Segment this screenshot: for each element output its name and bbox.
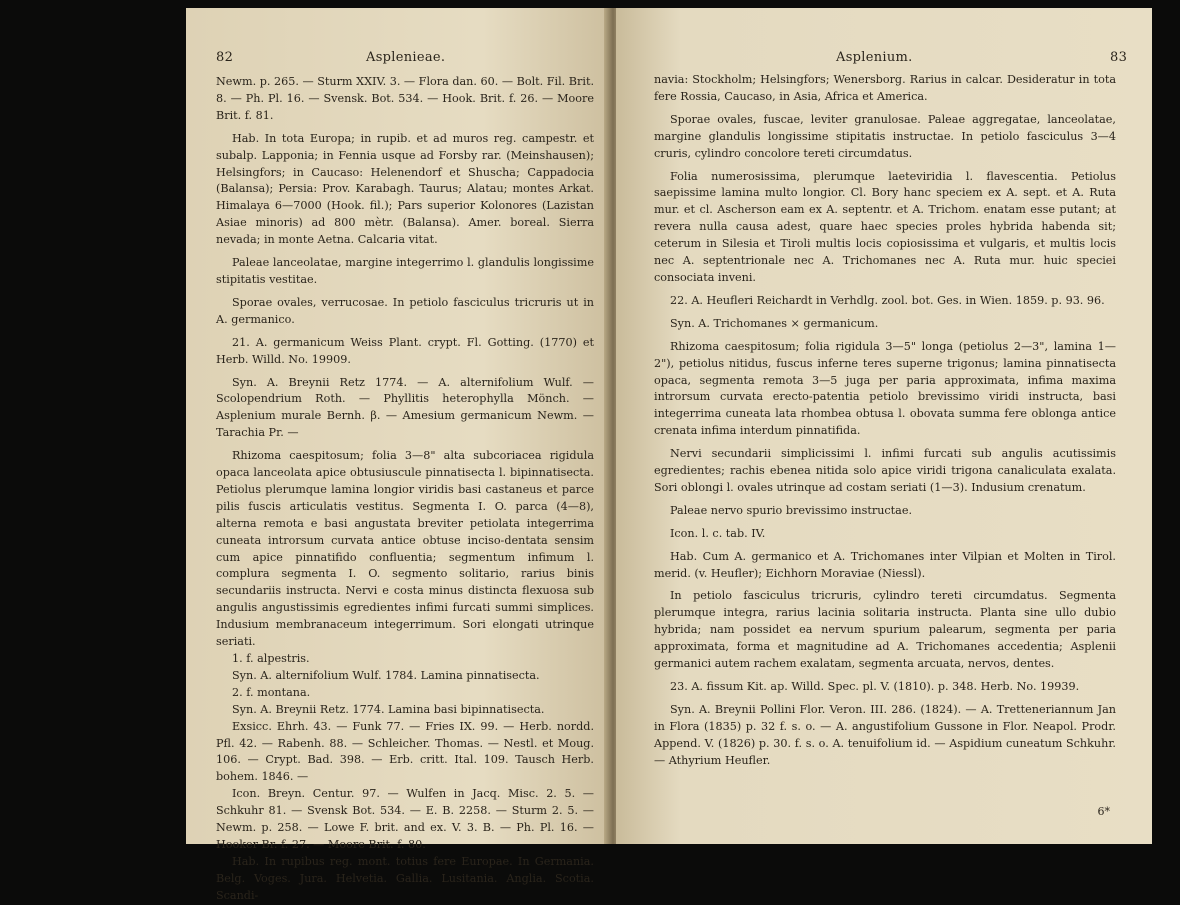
- paragraph: 22. A. Heufleri Reichardt in Verhdlg. zool. bot. Ges. in Wien. 1859. p. 93. 96.: [670, 293, 1105, 307]
- paragraph: Syn. A. Breynii Retz 1774. — A. alternifolium Wulf. — Scolopendrium Roth. — Phyllitis heterophylla Mönch. — Asplenium murale Bernh. β. — Amesium germanicum Newm. — Tarachia Pr. —: [216, 375, 594, 440]
- paragraph: navia: Stockholm; Helsingfors; Wenersborg. Rarius in calcar. Desideratur in tota fere Rossia, Caucaso, in Asia, Africa et America.: [654, 73, 1116, 103]
- paragraph: Sporae ovales, fuscae, leviter granulosae. Paleae aggregatae, lanceolatae, margine glandulis longissime stipitatis instructae. In petiolo fasciculus 3—4 cruris, cylindro concolore tereti circumdatus.: [654, 112, 1116, 160]
- paragraph: Icon. l. c. tab. IV.: [670, 526, 766, 540]
- paragraph: 21. A. germanicum Weiss Plant. crypt. Fl. Gotting. (1770) et Herb. Willd. No. 19909.: [216, 335, 594, 366]
- paragraph: Hab. In tota Europa; in rupib. et ad muros reg. campestr. et subalp. Lapponia; in Fennia usque ad Forsby rar. (Meinshausen); Helsingfors; in Caucaso: Helenendorf et Shuscha; Cappadocia (Balansa); Persia: Prov. Karabagh. Taurus; Alatau; montes Arkat. Himalaya 6—7000 (Hook. fil.); Pars superior Kolonores (Lazistan Asiae minoris) ad 800 mètr. (Balansa). Amer. boreal. Sierra nevada; in monte Aetna. Calcaria vitat.: [216, 131, 594, 247]
- right-running-head: Asplenium.: [836, 50, 913, 65]
- left-running-head: Asplenieae.: [366, 50, 446, 65]
- paragraph: Paleae lanceolatae, margine integerrimo l. glandulis longissime stipitatis vestitae.: [216, 256, 594, 286]
- paragraph: Hab. In rupibus reg. mont. totius fere Europae. In Germania. Belg. Voges. Jura. Helvetia. Gallia. Lusitania. Anglia. Scotia. Scandi-: [216, 854, 594, 902]
- paragraph: In petiolo fasciculus tricruris, cylindro tereti circumdatus. Segmenta plerumque integra, rarius lacinia solitaria instructa. Planta sine ullo dubio hybrida; nam possidet ea nervum spurium palearum, segmenta per paria approximata, forma et magnitudine ad A. Trichomanes accedentia; Asplenii germanici autem rachem exalatam, segmenta arcuata, nervos, dentes.: [654, 589, 1116, 671]
- right-page: [616, 8, 1152, 844]
- paragraph: 2. f. montana.: [232, 685, 311, 699]
- paragraph: Rhizoma caespitosum; folia rigidula 3—5" longa (petiolus 2—3", lamina 1—2"), petiolus nitidus, fuscus inferne teres superne trigonus; lamina pinnatisecta opaca, segmenta remota 3—5 juga per paria approximata, infima maxima introrsum curvata erecto-patentia petiolo brevissimo viridi instructa, basi integerrima cuneata lata rhombea obtusa l. obovata summa fere oblonga antice crenata infima interdum pinnatifida.: [654, 339, 1116, 438]
- paragraph: Sporae ovales, verrucosae. In petiolo fasciculus tricruris ut in A. germanico.: [216, 295, 594, 326]
- paragraph: Paleae nervo spurio brevissimo instructae.: [670, 503, 913, 517]
- paragraph: Folia numerosissima, plerumque laeteviridia l. flavescentia. Petiolus saepissime lamina multo longior. Cl. Bory hanc speciem ex A. sept. et A. Ruta mur. et cl. Ascherson eam ex A. septentr. et A. Trichom. enatam esse putant; at revera nulla causa adest, quare haec species proles hybrida habenda sit; ceterum in Silesia et Tiroli multis locis copiosissima et vulgaris, et multis locis nec A. septentrionale nec A. Trichomanes nec A. Ruta mur. huic speciei consociata inveni.: [654, 169, 1116, 284]
- right-page-text: [654, 72, 1116, 770]
- open-book: [186, 8, 1152, 902]
- paragraph: Exsicc. Ehrh. 43. — Funk 77. — Fries IX. 99. — Herb. nordd. Pfl. 42. — Rabenh. 88. — Schleicher. Thomas. — Nestl. et Moug. 106. — Crypt. Bad. 398. — Erb. critt. Ital. 109. Tausch Herb. bohem. 1846. —: [216, 719, 594, 784]
- paragraph: Syn. A. Breynii Pollini Flor. Veron. III. 286. (1824). — A. Tretteneriannum Jan in Flora (1835) p. 32 f. s. o. — A. angustifolium Gussone in Flor. Neapol. Prodr. Append. V. (1826) p. 30. f. s. o. A. tenuifolium id. — Aspidium cuneatum Schkuhr. — Athyrium Heufler.: [654, 702, 1116, 767]
- paragraph: Syn. A. Trichomanes × germanicum.: [670, 316, 879, 330]
- left-page: [186, 8, 610, 902]
- right-page-number: 83: [1110, 50, 1128, 65]
- paragraph: Syn. A. alternifolium Wulf. 1784. Lamina pinnatisecta.: [232, 668, 540, 682]
- paragraph: Syn. A. Breynii Retz. 1774. Lamina basi bipinnatisecta.: [232, 702, 545, 716]
- left-page-text: [216, 74, 594, 905]
- paragraph: 23. A. fissum Kit. ap. Willd. Spec. pl. V. (1810). p. 348. Herb. No. 19939.: [670, 680, 1080, 693]
- paragraph: Icon. Breyn. Centur. 97. — Wulfen in Jacq. Misc. 2. 5. — Schkuhr 81. — Svensk Bot. 534. — E. B. 2258. — Sturm 2. 5. — Newm. p. 258. — Lowe F. brit. and ex. V. 3. B. — Ph. Pl. 16. — Hooker Br. f. 27. — Moore Brit. f. 80.: [216, 787, 594, 851]
- paragraph: Rhizoma caespitosum; folia 3—8" alta subcoriacea rigidula opaca lanceolata apice obtusiuscule pinnatisecta l. bipinnatisecta. Petiolus plerumque lamina longior viridis basi castaneus et parce pilis fuscis articulatis vestitus. Segmenta I. O. parca (4—8), alterna remota e basi angustata breviter petiolata integerrima cuneata introrsum curvata antice obtuse inciso-dentata sensim cum apice pinnatifido confluentia; segmentum infimum l. complura segmenta I. O. segmento solitario, rarius binis secundariis instructa. Nervi e costa minus distincta flexuosa sub angulis angustissimis egredientes infimi furcati summi simplices. Indusium membranaceum integerrimum. Sori elongati utrinque seriati.: [216, 449, 594, 649]
- paragraph: Newm. p. 265. — Sturm XXIV. 3. — Flora dan. 60. — Bolt. Fil. Brit. 8. — Ph. Pl. 16. — Svensk. Bot. 534. — Hook. Brit. f. 26. — Moore Brit. f. 81.: [216, 75, 594, 122]
- signature-mark: 6*: [1097, 805, 1110, 818]
- paragraph: Nervi secundarii simplicissimi l. infimi furcati sub angulis acutissimis egredientes; rachis ebenea nitida solo apice viridi trigona canaliculata exalata. Sori oblongi l. ovales utrinque ad costam seriati (1—3). Indusium crenatum.: [654, 447, 1116, 494]
- paragraph: 1. f. alpestris.: [232, 652, 310, 665]
- left-page-number: 82: [216, 50, 234, 65]
- paragraph: Hab. Cum A. germanico et A. Trichomanes inter Vilpian et Molten in Tirol. merid. (v. Heufler); Eichhorn Moraviae (Niessl).: [654, 549, 1116, 580]
